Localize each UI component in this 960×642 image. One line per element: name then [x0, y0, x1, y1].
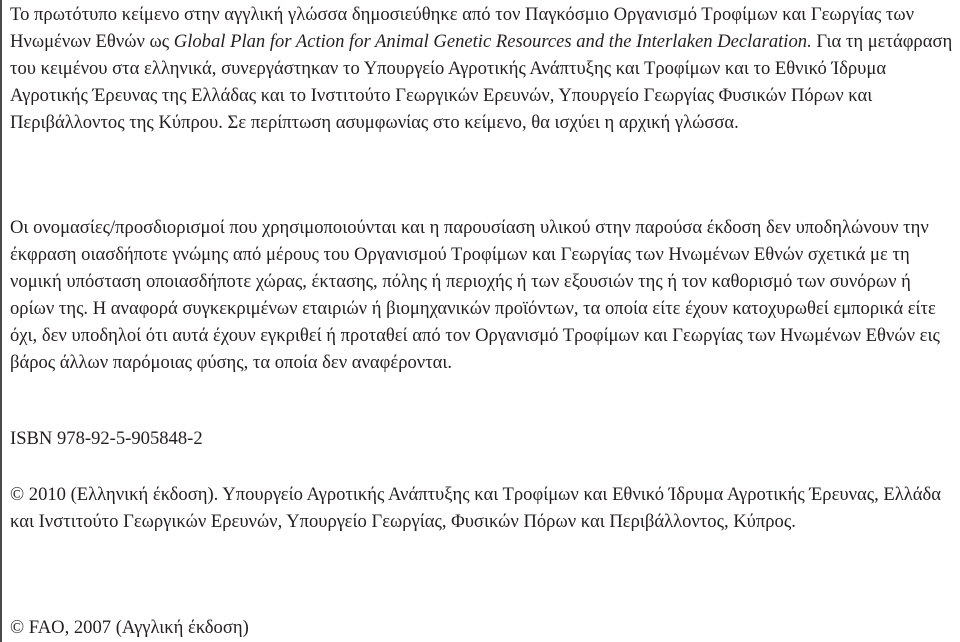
isbn-line: ISBN 978-92-5-905848-2: [10, 428, 203, 449]
left-margin-rule: [0, 0, 2, 642]
translation-note-lead: Το πρωτότυπο κείμενο στην αγγλική γλώσσα δημοσιεύθηκε από τον Παγκόσμιο Οργανισμό Τροφίμων και Γεωργίας των Ηνωμένων Εθνών ως: [10, 4, 915, 52]
fao-copyright: © FAO, 2007 (Αγγλική έκδοση): [10, 617, 249, 638]
translation-note-paragraph: [10, 1, 955, 136]
translation-note-rest: Για τη μετάφραση του κειμένου στα ελληνικά, συνεργάστηκαν το Υπουργείο Αγροτικής Ανάπτυξης και Τροφίμων και το Εθνικό Ίδρυμα Αγροτικής Έρευνας της Ελλάδας και το Ινστιτούτο Γεωργικών Ερευνών, Υπουργείο Γεωργίας Φυσικών Πόρων και Περιβάλλοντος της Κύπρου. Σε περίπτωση ασυμφωνίας στο κείμενο, θα ισχύει η αρχική γλώσσα.: [10, 31, 953, 133]
disclaimer-paragraph: Οι ονομασίες/προσδιορισμοί που χρησιμοποιούνται και η παρουσίαση υλικού στην παρούσα έκδοση δεν υποδηλώνουν την έκφραση οιασδήποτε γνώμης από μέρους του Οργανισμού Τροφίμων και Γεωργίας των Ηνωμένων Εθνών σχετικά με τη νομική υπόσταση οποιασδήποτε χώρας, έκτασης, πόλης ή περιοχής ή των εξουσιών της ή τον καθορισμό των συνόρων ή ορίων της. Η αναφορά συγκεκριμένων εταιριών ή βιομηχανικών προϊόντων, τα οποία είτε έχουν κατοχυρωθεί εμπορικά είτε όχι, δεν υποδηλοί ότι αυτά έχουν εγκριθεί ή προταθεί από τον Οργανισμό Τροφίμων και Γεωργίας των Ηνωμένων Εθνών εις βάρος άλλων παρόμοιας φύσης, τα οποία δεν αναφέρονται.: [10, 217, 940, 373]
original-title: Global Plan for Action for Animal Genetic Resources and the Interlaken Declaration.: [173, 31, 812, 52]
greek-edition-copyright: © 2010 (Ελληνική έκδοση). Υπουργείο Αγροτικής Ανάπτυξης και Τροφίμων και Εθνικό Ίδρυμα Αγροτικής Έρευνας, Ελλάδα και Ινστιτούτο Γεωργικών Ερευνών, Υπουργείο Γεωργίας, Φυσικών Πόρων και Περιβάλλοντος, Κύπρος.: [10, 484, 942, 532]
